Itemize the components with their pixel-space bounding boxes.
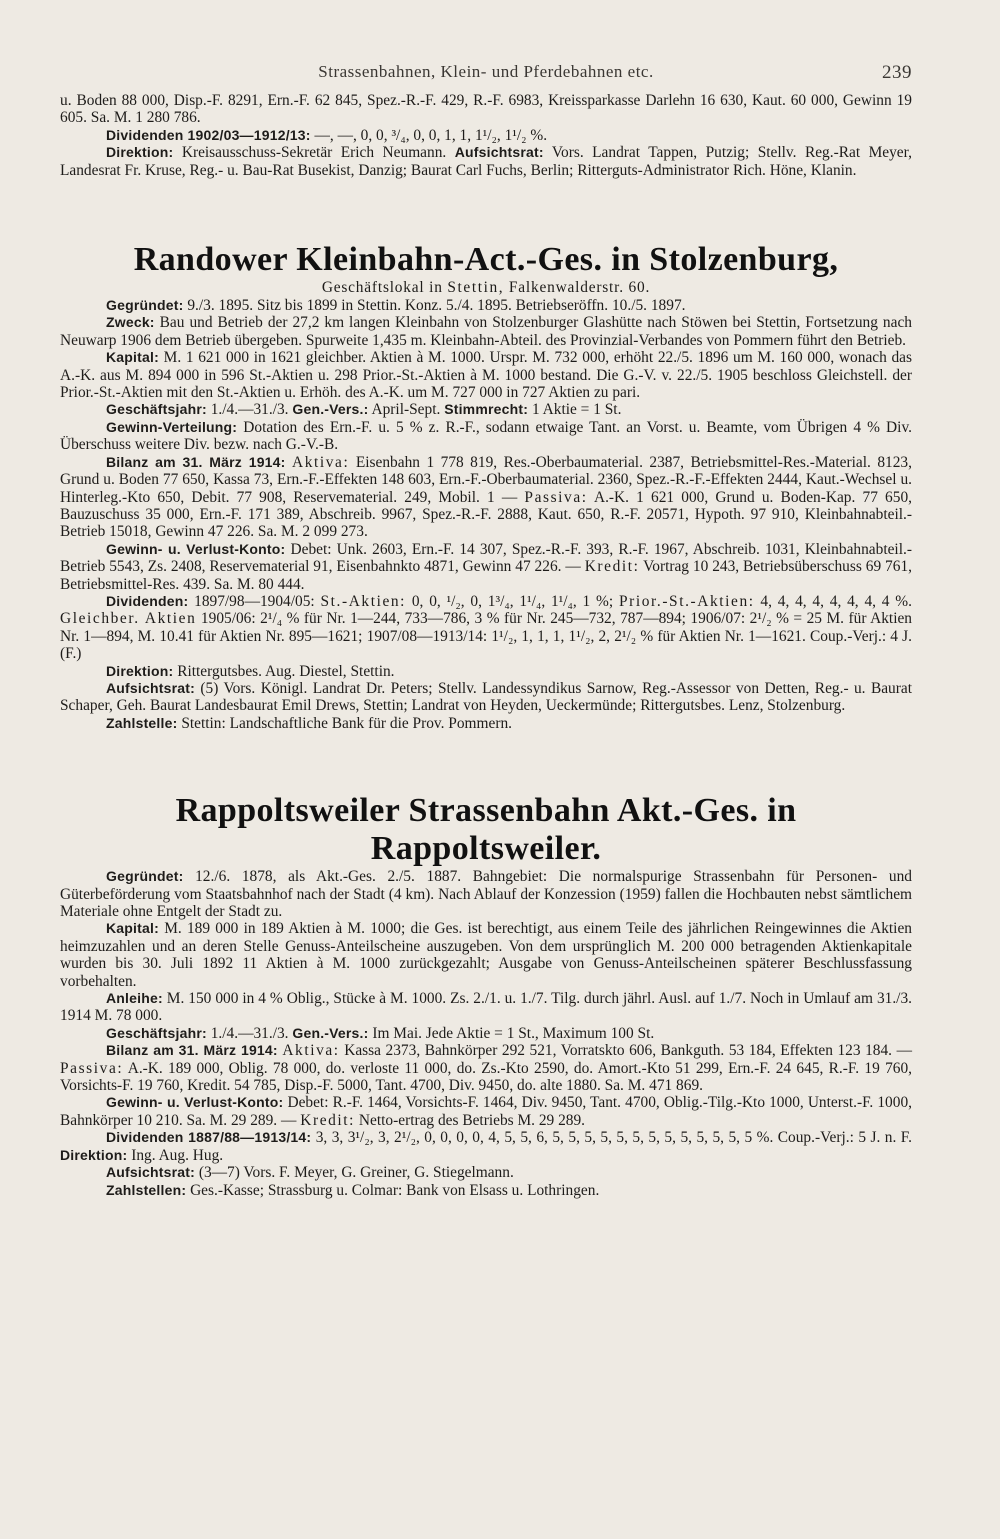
value: 1./4.—31./3. [210, 1024, 289, 1042]
sublabel: Kredit: [584, 558, 640, 576]
section-fiscal-year [60, 401, 912, 418]
value: M. 150 000 in 4 % Oblig., Stücke à M. 1000. Zs. 2./1. u. 1./7. Tilg. durch jährl. Ausl. auf 1./7. Noch in Umlauf am 31./3. 1914 M. 78 000. [60, 990, 913, 1025]
label: Anleihe: [106, 990, 163, 1007]
section-loan [60, 990, 912, 1025]
section-founded [60, 297, 912, 314]
sublabel: Debet: [290, 540, 332, 558]
value: Eisenbahn 1 778 819, Res.-Oberbaumaterial. 2387, Betriebsmittel-Res.-Material. 8123, Grund u. Boden 77 650, Kassa 73, Ern.-F.-Effekten 148 603, Ern.-F.-Oberbaumaterial. 2360, Spez.-R.-F.-Effekten 2444, Kaut.-Wechsel u. Hinterleg.-Kto 650, Debit. 77 908, Reservematerial. 249, Mobil. 1 — [60, 453, 912, 506]
sublabel: Aktiva: [282, 1042, 340, 1060]
section-profit-loss [60, 541, 912, 593]
value: 1905/06: 2¹/₄ % für Nr. 1—244, 733—786, 3 % für Nr. 245—732, 787—894; 1906/07: 2¹/₂ % = 25 M. für Aktien Nr. 1—894, M. 10.41 für Aktien Nr. 895—1621; 1907/08—1913/14: 1¹/₂, 1, 1, 1, 1¹/₂, 2, 2¹/₂ % für Aktien Nr. 1—1621. Coup.-Verj.: 4 J. (F.) [60, 610, 912, 663]
section-fiscal-year [60, 1025, 912, 1042]
section-capital [60, 920, 912, 990]
value: 9./3. 1895. Sitz bis 1899 in Stettin. Konz. 5./4. 1895. Betriebseröffn. 10./5. 1897. [187, 297, 686, 315]
label: Aufsichtsrat: [454, 144, 544, 161]
section-dividends [60, 1129, 912, 1164]
section-supervisory-board [60, 1164, 912, 1181]
section-balance [60, 1042, 912, 1094]
value: 1 Aktie = 1 St. [531, 401, 622, 419]
value: Unk. 2603, Ern.-F. 14 307, Spez.-R.-F. 393, R.-F. 1967, Abschreib. 1031, Kleinbahnabteil.-Betrieb 5543, Zs. 2408, Reservematerial 91, Eisenbahnkto 4871, Gewinn 47 226. — [60, 540, 912, 576]
section-paying-agent [60, 715, 912, 732]
label: Kapital: [106, 920, 159, 937]
value: 0, 0, ¹/₂, 0, 1³/₄, 1¹/₄, 1¹/₄, 1 %; [411, 592, 614, 610]
section-directors [60, 663, 912, 680]
sublabel: St.-Aktien: [320, 592, 407, 610]
running-head-title: Strassenbahnen, Klein- und Pferdebahnen etc. [318, 62, 654, 81]
label: Dividenden 1902/03—1912/13: [106, 126, 311, 143]
section-founded [60, 868, 912, 920]
value: 4, 4, 4, 4, 4, 4, 4, 4 %. [760, 592, 912, 610]
label: Gewinn- u. Verlust-Konto: [106, 1094, 284, 1111]
continued-dividends [60, 127, 912, 144]
label: Zahlstellen: [106, 1181, 187, 1198]
continued-entry [60, 92, 912, 179]
book-page [60, 62, 912, 1199]
subhead-address: Falkenwalderstr. 60. [508, 279, 651, 297]
value: Stettin: Landschaftliche Bank für die Prov. Pommern. [181, 714, 513, 732]
value: Im Mai. Jede Aktie = 1 St., Maximum 100 St. [372, 1024, 655, 1042]
label: Gewinn-Verteilung: [106, 418, 238, 435]
entry-subheading [60, 279, 912, 297]
value: Kreisausschuss-Sekretär Erich Neumann. [181, 144, 447, 162]
section-balance [60, 454, 912, 541]
section-purpose [60, 314, 912, 349]
value: M. 189 000 in 189 Aktien à M. 1000; die Ges. ist berechtigt, aus einem Teile des jährlichen Reingewinnes die Aktien heimzuzahlen und an deren Stelle Genuss-Anteilscheine auszugeben. Von dem ursprünglich M. 200 000 betragenden Aktienkapitale wurden bis 30. Juli 1892 11 Aktien à M. 1000 zurückgezahlt; Ausgabe von Genuss-Anteilscheinen späterer Beschlussfassung vorbehalten. [60, 920, 912, 990]
subhead-pre: Geschäftslokal in [321, 279, 443, 297]
section-paying-agents [60, 1182, 912, 1199]
label: Direktion: [60, 1146, 128, 1163]
value: Bau und Betrieb der 27,2 km langen Kleinbahn von Stolzenburger Glashütte nach Stöwen bei Stettin, Fortsetzung nach Neuwarp 1906 dem Betrieb übergeben. Spurweite 1,435 m. Kleinbahn-Abteil. des Provinzial-Verbandes von Pommern führt den Betrieb. [60, 314, 912, 349]
value: Rittergutsbes. Aug. Diestel, Stettin. [177, 662, 395, 680]
value: Ing. Aug. Hug. [131, 1146, 224, 1164]
label: Gen.-Vers.: [292, 1024, 369, 1041]
entry-rappoltsweiler-strassenbahn [60, 792, 912, 1199]
label: Zahlstelle: [106, 714, 178, 731]
section-supervisory-board [60, 680, 912, 715]
value: 1./4.—31./3. [210, 401, 289, 419]
label: Kapital: [106, 349, 159, 366]
entry-heading: Randower Kleinbahn-Act.-Ges. in Stolzenburg, [133, 241, 839, 279]
label: Aufsichtsrat: [106, 1164, 195, 1181]
continued-balance: u. Boden 88 000, Disp.-F. 8291, Ern.-F. 62 845, Spez.-R.-F. 429, R.-F. 6983, Kreissparkasse Darlehn 16 630, Kaut. 60 000, Gewinn 19 605. Sa. M. 1 280 786. [60, 92, 912, 127]
value: R.-F. 1464, Vorsichts-F. 1464, Div. 9450, Tant. 4700, Oblig.-Tilg.-Kto 1000, Unterst.-F. 1000, Bahnkörper 10 210. Sa. M. 29 289. — [60, 1094, 912, 1129]
label: Gewinn- u. Verlust-Konto: [106, 540, 286, 557]
value: A.-K. 189 000, Oblig. 78 000, do. verloste 11 000, do. Zs.-Kto 2590, do. Amort.-Kto 51 299, Ern.-F. 24 645, R.-F. 19 760, Vorsichts-F. 19 760, Kredit. 54 785, Disp.-F. 5000, Tant. 4700, Div. 9450, do. alte 1880. Sa. M. 471 869. [60, 1059, 912, 1095]
value: (5) Vors. Königl. Landrat Dr. Peters; Stellv. Landessyndikus Sarnow, Reg.-Assessor von Detten, Reg.- u. Baurat Schaper, Geh. Baurat Landesbaurat Emil Drews, Stettin; Landrat von Heyden, Ueckermünde; Rittergutsbes. Lenz, Stolzenburg. [60, 679, 912, 715]
value: Ges.-Kasse; Strassburg u. Colmar: Bank von Elsass u. Lothringen. [190, 1181, 600, 1199]
value: April-Sept. [371, 401, 441, 419]
value: —, —, 0, 0, ³/₄, 0, 0, 1, 1, 1¹/₂, 1¹/₂ %. [314, 126, 548, 144]
sublabel: Passiva: [524, 488, 588, 506]
label: Bilanz am 31. März 1914: [106, 1042, 278, 1059]
label: Direktion: [106, 144, 174, 161]
running-head [60, 62, 912, 92]
value: 1897/98—1904/05: [194, 592, 315, 610]
sublabel: Debet: [287, 1094, 329, 1112]
value: Vors. Landrat Tappen, Putzig; Stellv. Reg.-Rat Meyer, Landesrat Fr. Kruse, Reg.- u. Bau-Rat Busekist, Danzig; Baurat Carl Fuchs, Berlin; Ritterguts-Administrator Rich. Höne, Klanin. [60, 144, 912, 179]
label: Gegründet: [106, 868, 184, 885]
sublabel: Prior.-St.-Aktien: [618, 592, 755, 610]
section-dividends [60, 593, 912, 663]
sublabel: Aktiva: [292, 453, 350, 471]
label: Aufsichtsrat: [106, 679, 195, 696]
label: Dividenden: [106, 592, 189, 609]
label: Stimmrecht: [444, 401, 529, 418]
value: A.-K. 1 621 000, Grund u. Boden-Kap. 77 650, Bauzuschuss 35 000, Ern.-F. 171 389, Abschreib. 9967, Spez.-R.-F. 2888, Kaut. 650, R.-F. 20571, Hypoth. 97 910, Kleinbahnabteil.-Betrieb 15018, Gewinn 47 226. Sa. M. 2 099 273. [60, 488, 912, 541]
entry-randower-kleinbahn [60, 241, 912, 732]
label: Dividenden 1887/88—1913/14: [106, 1129, 312, 1146]
label: Gegründet: [106, 297, 184, 314]
label: Gen.-Vers.: [292, 401, 369, 418]
label: Geschäftsjahr: [106, 401, 207, 418]
value: 12./6. 1878, als Akt.-Ges. 2./5. 1887. Bahngebiet: Die normalspurige Strassenbahn für Personen- und Güterbeförderung vom Staatsbahnhof nach der Stadt (4 km). Nach Ablauf der Konzession (1959) fallen die Hochbauten nebst sämtlichem Materiale ohne Entgelt der Stadt zu. [60, 868, 912, 920]
value: Dotation des Ern.-F. u. 5 % z. R.-F., sodann etwaige Tant. an Vorst. u. Beamte, vom Übrigen 4 % Div. Überschuss weitere Div. bezw. nach G.-V.-B. [60, 418, 912, 454]
value: Vortrag 10 243, Betriebsüberschuss 69 761, Betriebsmittel-Res. 439. Sa. M. 80 444. [60, 558, 912, 593]
value: 3, 3, 3¹/₂, 3, 2¹/₂, 0, 0, 0, 0, 4, 5, 5, 6, 5, 5, 5, 5, 5, 5, 5, 5, 5, 5, 5, 5, 5 %. Coup.-Verj.: 5 J. n. F. [315, 1129, 912, 1147]
subhead-city: Stettin, [447, 279, 505, 297]
page-number: 239 [882, 62, 912, 83]
label: Direktion: [106, 662, 174, 679]
label: Zweck: [106, 314, 155, 331]
continued-directors [60, 144, 912, 179]
section-profit-distribution [60, 419, 912, 454]
section-profit-loss [60, 1094, 912, 1129]
value: M. 1 621 000 in 1621 gleichber. Aktien à M. 1000. Urspr. M. 732 000, erhöht 22./5. 1896 um M. 160 000, wonach das A.-K. aus M. 894 000 in 596 St.-Aktien u. 298 Prior.-St.-Aktien à M. 1000 bestand. Die G.-V. v. 22./5. 1905 beschloss Gleichstell. der Prior.-St.-Aktien mit den St.-Aktien u. Erhöh. des A.-K. um M. 727 000 in 727 Aktien zu pari. [60, 349, 912, 402]
value: (3—7) Vors. F. Meyer, G. Greiner, G. Stiegelmann. [198, 1164, 514, 1182]
sublabel: Kredit: [300, 1111, 356, 1129]
sublabel: Gleichber. Aktien [60, 610, 197, 628]
entry-heading: Rappoltsweiler Strassenbahn Akt.-Ges. in Rappoltsweiler. [175, 792, 797, 868]
label: Geschäftsjahr: [106, 1024, 207, 1041]
value: Kassa 2373, Bahnkörper 292 521, Vorratskto 606, Bankguth. 53 184, Effekten 123 184. — [344, 1042, 912, 1060]
label: Bilanz am 31. März 1914: [106, 453, 286, 470]
section-capital [60, 349, 912, 401]
value: Netto-ertrag des Betriebs M. 29 289. [358, 1111, 586, 1129]
sublabel: Passiva: [60, 1059, 124, 1077]
